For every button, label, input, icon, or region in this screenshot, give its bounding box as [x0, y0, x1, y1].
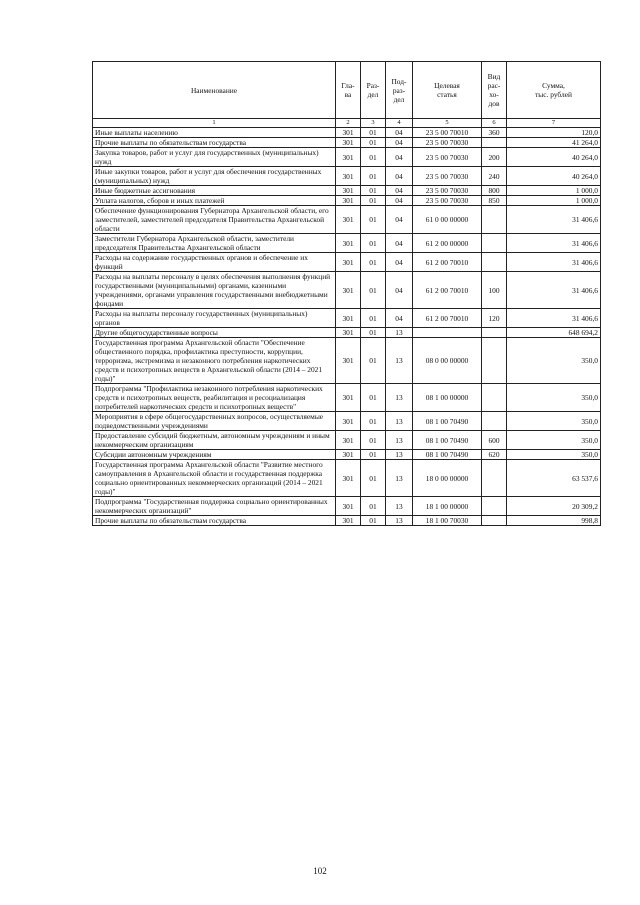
cell-target: 08 0 00 00000 — [413, 338, 482, 384]
cell-sum: 31 406,6 — [507, 309, 601, 328]
cell-sum: 1 000,0 — [507, 196, 601, 206]
cell-glava: 301 — [336, 196, 361, 206]
cell-vid: 360 — [482, 128, 507, 138]
budget-table — [92, 61, 601, 526]
table-body — [93, 128, 601, 526]
cell-razdel: 01 — [361, 516, 386, 526]
cell-sum: 31 406,6 — [507, 253, 601, 272]
table-row — [93, 338, 601, 384]
cell-glava: 301 — [336, 450, 361, 460]
cell-vid — [482, 384, 507, 412]
cell-name: Государственная программа Архангельской области "Развитие местного самоуправления в Архангельской области и государственная поддержка социально ориентированных некоммерческих организаций (2014 – 2021 годы)" — [93, 460, 336, 497]
cell-glava: 301 — [336, 138, 361, 148]
cell-vid: 800 — [482, 186, 507, 196]
cell-name: Обеспечение функционирования Губернатора Архангельской области, его заместителей, заместителей председателя Правительства Архангельской области — [93, 206, 336, 234]
cell-sum: 31 406,6 — [507, 272, 601, 309]
cell-sum: 648 694,2 — [507, 328, 601, 338]
cell-podrazdel: 04 — [386, 272, 413, 309]
cell-sum: 350,0 — [507, 431, 601, 450]
cell-razdel: 01 — [361, 206, 386, 234]
cell-target: 18 1 00 00000 — [413, 497, 482, 516]
table-row — [93, 138, 601, 148]
cell-vid: 200 — [482, 148, 507, 167]
cell-name: Иные бюджетные ассигнования — [93, 186, 336, 196]
table-row — [93, 328, 601, 338]
cell-target: 61 2 00 70010 — [413, 272, 482, 309]
cell-razdel: 01 — [361, 431, 386, 450]
table-row — [93, 497, 601, 516]
cell-razdel: 01 — [361, 148, 386, 167]
cell-vid: 100 — [482, 272, 507, 309]
cell-podrazdel: 04 — [386, 138, 413, 148]
cell-razdel: 01 — [361, 196, 386, 206]
cell-target: 18 0 00 00000 — [413, 460, 482, 497]
cell-glava: 301 — [336, 148, 361, 167]
col-number: 6 — [482, 119, 507, 128]
cell-target: 23 5 00 70030 — [413, 186, 482, 196]
table-row — [93, 167, 601, 186]
cell-podrazdel: 13 — [386, 431, 413, 450]
cell-target: 23 5 00 70030 — [413, 138, 482, 148]
cell-sum: 31 406,6 — [507, 234, 601, 253]
cell-sum: 998,8 — [507, 516, 601, 526]
header-row — [93, 62, 601, 119]
column-number-row — [93, 119, 601, 128]
cell-glava: 301 — [336, 309, 361, 328]
col-number: 3 — [361, 119, 386, 128]
cell-podrazdel: 04 — [386, 148, 413, 167]
cell-sum: 350,0 — [507, 450, 601, 460]
cell-target: 23 5 00 70030 — [413, 148, 482, 167]
table-row — [93, 234, 601, 253]
col-number: 2 — [336, 119, 361, 128]
cell-podrazdel: 13 — [386, 450, 413, 460]
cell-podrazdel: 04 — [386, 206, 413, 234]
cell-razdel: 01 — [361, 272, 386, 309]
cell-target: 08 1 00 00000 — [413, 384, 482, 412]
cell-target — [413, 328, 482, 338]
cell-sum: 31 406,6 — [507, 206, 601, 234]
cell-name: Расходы на содержание государственных органов и обеспечение их функций — [93, 253, 336, 272]
cell-glava: 301 — [336, 234, 361, 253]
cell-podrazdel: 04 — [386, 128, 413, 138]
cell-name: Расходы на выплаты персоналу государственных (муниципальных) органов — [93, 309, 336, 328]
cell-razdel: 01 — [361, 186, 386, 196]
cell-target: 23 5 00 70030 — [413, 196, 482, 206]
header-sum — [507, 62, 601, 119]
cell-podrazdel: 13 — [386, 460, 413, 497]
cell-name: Прочие выплаты по обязательствам государства — [93, 138, 336, 148]
cell-podrazdel: 04 — [386, 309, 413, 328]
table-row — [93, 516, 601, 526]
cell-target: 61 2 00 70010 — [413, 309, 482, 328]
cell-razdel: 01 — [361, 234, 386, 253]
header-podrazdel — [386, 62, 413, 119]
cell-glava: 301 — [336, 186, 361, 196]
cell-sum: 1 000,0 — [507, 186, 601, 196]
cell-target: 08 1 00 70490 — [413, 450, 482, 460]
header-sum-text: Сумма, тыс. рублей — [535, 81, 572, 99]
cell-vid: 620 — [482, 450, 507, 460]
cell-name: Подпрограмма "Профилактика незаконного потребления наркотических средств и психотропных веществ, реабилитация и ресоциализация потребителей наркотических средств и психотропных веществ" — [93, 384, 336, 412]
cell-target: 23 5 00 70010 — [413, 128, 482, 138]
header-glava-text: Гла- ва — [341, 81, 355, 99]
cell-vid — [482, 516, 507, 526]
cell-razdel: 01 — [361, 167, 386, 186]
header-vid — [482, 62, 507, 119]
cell-podrazdel: 04 — [386, 253, 413, 272]
cell-sum: 350,0 — [507, 338, 601, 384]
cell-glava: 301 — [336, 272, 361, 309]
table-row — [93, 148, 601, 167]
table-row — [93, 412, 601, 431]
cell-name: Субсидии автономным учреждениям — [93, 450, 336, 460]
header-glava — [336, 62, 361, 119]
cell-sum: 63 537,6 — [507, 460, 601, 497]
cell-razdel: 01 — [361, 384, 386, 412]
cell-sum: 40 264,0 — [507, 148, 601, 167]
cell-target: 61 2 00 70010 — [413, 253, 482, 272]
table-row — [93, 384, 601, 412]
col-number: 7 — [507, 119, 601, 128]
cell-razdel: 01 — [361, 128, 386, 138]
cell-vid — [482, 234, 507, 253]
col-number: 5 — [413, 119, 482, 128]
cell-sum: 350,0 — [507, 384, 601, 412]
table-row — [93, 206, 601, 234]
cell-name: Иные выплаты населению — [93, 128, 336, 138]
cell-name: Другие общегосударственные вопросы — [93, 328, 336, 338]
table-row — [93, 431, 601, 450]
cell-target: 61 2 00 00000 — [413, 234, 482, 253]
cell-sum: 41 264,0 — [507, 138, 601, 148]
cell-vid — [482, 412, 507, 431]
cell-glava: 301 — [336, 460, 361, 497]
table-row — [93, 128, 601, 138]
cell-vid — [482, 138, 507, 148]
cell-sum: 120,0 — [507, 128, 601, 138]
table-row — [93, 450, 601, 460]
cell-name: Закупка товаров, работ и услуг для государственных (муниципальных) нужд — [93, 148, 336, 167]
cell-glava: 301 — [336, 412, 361, 431]
cell-glava: 301 — [336, 253, 361, 272]
table-row — [93, 272, 601, 309]
table-row — [93, 186, 601, 196]
cell-podrazdel: 13 — [386, 412, 413, 431]
cell-vid: 120 — [482, 309, 507, 328]
cell-glava: 301 — [336, 384, 361, 412]
cell-vid — [482, 206, 507, 234]
cell-podrazdel: 13 — [386, 516, 413, 526]
cell-razdel: 01 — [361, 450, 386, 460]
budget-table-container — [92, 61, 600, 526]
cell-podrazdel: 04 — [386, 186, 413, 196]
col-number: 1 — [93, 119, 336, 128]
cell-glava: 301 — [336, 431, 361, 450]
cell-razdel: 01 — [361, 460, 386, 497]
cell-glava: 301 — [336, 328, 361, 338]
header-target-text: Целевая статья — [434, 81, 460, 99]
cell-vid — [482, 460, 507, 497]
cell-target: 08 1 00 70490 — [413, 431, 482, 450]
cell-razdel: 01 — [361, 338, 386, 384]
cell-podrazdel: 13 — [386, 384, 413, 412]
table-row — [93, 196, 601, 206]
cell-glava: 301 — [336, 167, 361, 186]
cell-razdel: 01 — [361, 328, 386, 338]
cell-name: Подпрограмма "Государственная поддержка социально ориентированных некоммерческих организаций" — [93, 497, 336, 516]
col-number: 4 — [386, 119, 413, 128]
header-vid-text: Вид рас- хо- дов — [487, 72, 501, 108]
cell-razdel: 01 — [361, 497, 386, 516]
cell-podrazdel: 13 — [386, 328, 413, 338]
cell-glava: 301 — [336, 516, 361, 526]
header-podrazdel-text: Под- раз- дел — [391, 76, 407, 104]
cell-razdel: 01 — [361, 412, 386, 431]
cell-podrazdel: 13 — [386, 338, 413, 384]
cell-name: Иные закупки товаров, работ и услуг для обеспечения государственных (муниципальных) нужд — [93, 167, 336, 186]
cell-podrazdel: 04 — [386, 167, 413, 186]
page-number: 102 — [313, 866, 327, 876]
cell-target: 61 0 00 00000 — [413, 206, 482, 234]
table-row — [93, 309, 601, 328]
table-row — [93, 253, 601, 272]
cell-name: Расходы на выплаты персоналу в целях обеспечения выполнения функций государственными (муниципальными) органами, казенными учреждениями, органами управления государственными внебюджетными фондами — [93, 272, 336, 309]
cell-sum: 350,0 — [507, 412, 601, 431]
header-name: Наименование — [93, 62, 336, 119]
cell-podrazdel: 13 — [386, 497, 413, 516]
cell-podrazdel: 04 — [386, 234, 413, 253]
cell-vid — [482, 253, 507, 272]
cell-glava: 301 — [336, 338, 361, 384]
cell-name: Предоставление субсидий бюджетным, автономным учреждениям и иным некоммерческим организациям — [93, 431, 336, 450]
header-razdel — [361, 62, 386, 119]
cell-glava: 301 — [336, 497, 361, 516]
cell-vid: 600 — [482, 431, 507, 450]
cell-target: 08 1 00 70490 — [413, 412, 482, 431]
cell-podrazdel: 04 — [386, 196, 413, 206]
cell-sum: 40 264,0 — [507, 167, 601, 186]
cell-name: Заместители Губернатора Архангельской области, заместители председателя Правительства Архангельской области — [93, 234, 336, 253]
cell-razdel: 01 — [361, 253, 386, 272]
cell-vid — [482, 338, 507, 384]
table-row — [93, 460, 601, 497]
cell-name: Прочие выплаты по обязательствам государства — [93, 516, 336, 526]
cell-razdel: 01 — [361, 309, 386, 328]
cell-name: Уплата налогов, сборов и иных платежей — [93, 196, 336, 206]
cell-vid — [482, 497, 507, 516]
header-razdel-text: Раз- дел — [366, 81, 380, 99]
cell-razdel: 01 — [361, 138, 386, 148]
cell-target: 18 1 00 70030 — [413, 516, 482, 526]
cell-vid — [482, 328, 507, 338]
cell-vid: 850 — [482, 196, 507, 206]
header-target — [413, 62, 482, 119]
cell-glava: 301 — [336, 128, 361, 138]
cell-target: 23 5 00 70030 — [413, 167, 482, 186]
cell-name: Государственная программа Архангельской области "Обеспечение общественного порядка, профилактика преступности, коррупции, терроризма, экстремизма и незаконного потребления наркотических средств и психотропных веществ в Архангельской области (2014 – 2021 годы)" — [93, 338, 336, 384]
cell-vid: 240 — [482, 167, 507, 186]
cell-sum: 20 309,2 — [507, 497, 601, 516]
cell-name: Мероприятия в сфере общегосударственных вопросов, осуществляемые подведомственными учреждениями — [93, 412, 336, 431]
cell-glava: 301 — [336, 206, 361, 234]
